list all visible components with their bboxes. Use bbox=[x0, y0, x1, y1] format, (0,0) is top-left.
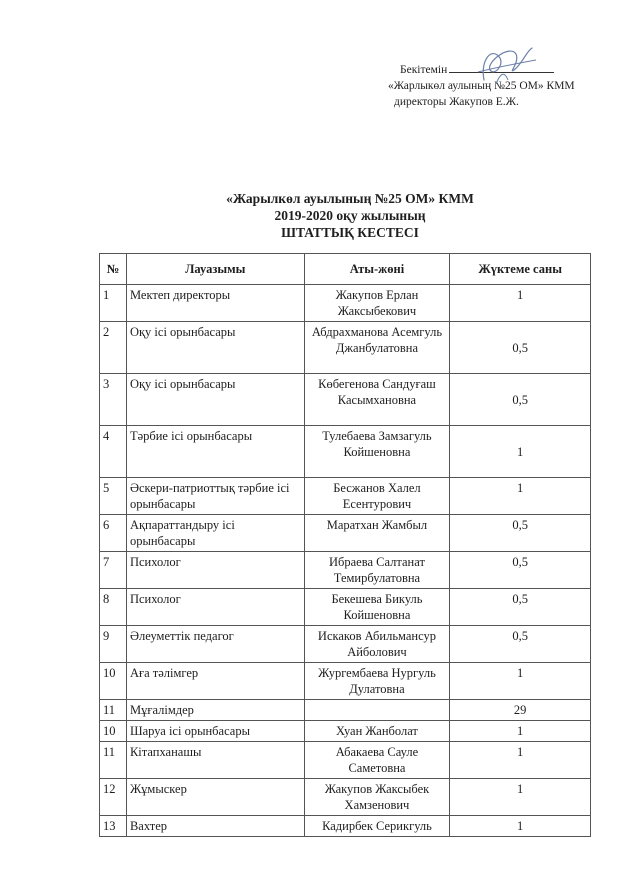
row-load: 1 bbox=[450, 779, 591, 816]
row-number: 4 bbox=[100, 426, 127, 478]
document-title bbox=[0, 190, 640, 241]
table-row bbox=[100, 816, 591, 837]
row-name: Тулебаева Замзагуль Койшеновна bbox=[304, 426, 450, 478]
table-row bbox=[100, 742, 591, 779]
row-name: Хуан Жанболат bbox=[304, 721, 450, 742]
row-load: 1 bbox=[450, 663, 591, 700]
approval-label: Бекітемін bbox=[400, 64, 448, 76]
title-line-2: 2019-2020 оқу жылының bbox=[274, 208, 426, 223]
header-position: Лауазымы bbox=[126, 254, 304, 285]
header-name: Аты-жөні bbox=[304, 254, 450, 285]
table-row bbox=[100, 663, 591, 700]
row-number: 10 bbox=[100, 721, 127, 742]
row-number: 12 bbox=[100, 779, 127, 816]
row-number: 1 bbox=[100, 285, 127, 322]
title-line-1: «Жарылкөл ауылының №25 ОМ» КММ bbox=[226, 191, 474, 206]
row-load: 1 bbox=[450, 478, 591, 515]
row-position: Шаруа ісі орынбасары bbox=[126, 721, 304, 742]
table-row bbox=[100, 721, 591, 742]
approval-director: директоры Жакупов Е.Ж. bbox=[394, 96, 519, 108]
row-load: 0,5 bbox=[450, 552, 591, 589]
table-row bbox=[100, 426, 591, 478]
row-name: Абакаева Сауле Саметовна bbox=[304, 742, 450, 779]
row-position: Мектеп директоры bbox=[126, 285, 304, 322]
table-row bbox=[100, 515, 591, 552]
row-name: Ибраева Салтанат Темирбулатовна bbox=[304, 552, 450, 589]
row-name: Бекешева Бикуль Койшеновна bbox=[304, 589, 450, 626]
row-position: Оқу ісі орынбасары bbox=[126, 374, 304, 426]
row-name: Искаков Абильмансур Айболович bbox=[304, 626, 450, 663]
row-position: Психолог bbox=[126, 552, 304, 589]
row-number: 13 bbox=[100, 816, 127, 837]
table-row bbox=[100, 779, 591, 816]
row-name: Көбегенова Сандуғаш Касымхановна bbox=[304, 374, 450, 426]
row-number: 11 bbox=[100, 742, 127, 779]
row-load: 0,5 bbox=[450, 374, 591, 426]
table-row bbox=[100, 589, 591, 626]
row-number: 5 bbox=[100, 478, 127, 515]
handwritten-signature bbox=[470, 40, 540, 90]
row-position: Әскери-патриоттық тәрбие ісі орынбасары bbox=[126, 478, 304, 515]
row-load: 1 bbox=[450, 721, 591, 742]
title-line-3: ШТАТТЫҚ КЕСТЕСІ bbox=[281, 225, 419, 240]
row-name: Жургембаева Нургуль Дулатовна bbox=[304, 663, 450, 700]
table-row bbox=[100, 478, 591, 515]
row-number: 3 bbox=[100, 374, 127, 426]
row-position: Жұмыскер bbox=[126, 779, 304, 816]
row-name bbox=[304, 700, 450, 721]
row-name: Кадирбек Серикгуль bbox=[304, 816, 450, 837]
staffing-table bbox=[99, 253, 591, 837]
row-position: Тәрбие ісі орынбасары bbox=[126, 426, 304, 478]
row-name: Бесжанов Халел Есентурович bbox=[304, 478, 450, 515]
row-position: Кітапханашы bbox=[126, 742, 304, 779]
row-load: 29 bbox=[450, 700, 591, 721]
row-position: Вахтер bbox=[126, 816, 304, 837]
row-number: 10 bbox=[100, 663, 127, 700]
row-name: Абдрахманова Асемгуль Джанбулатовна bbox=[304, 322, 450, 374]
row-number: 8 bbox=[100, 589, 127, 626]
table-row bbox=[100, 700, 591, 721]
row-load: 0,5 bbox=[450, 322, 591, 374]
table-row bbox=[100, 285, 591, 322]
header-number: № bbox=[100, 254, 127, 285]
row-load: 0,5 bbox=[450, 626, 591, 663]
row-number: 9 bbox=[100, 626, 127, 663]
row-number: 7 bbox=[100, 552, 127, 589]
row-load: 1 bbox=[450, 426, 591, 478]
row-position: Аға тәлімгер bbox=[126, 663, 304, 700]
row-name: Маратхан Жамбыл bbox=[304, 515, 450, 552]
row-position: Оқу ісі орынбасары bbox=[126, 322, 304, 374]
row-position: Ақпараттандыру ісі орынбасары bbox=[126, 515, 304, 552]
row-position: Психолог bbox=[126, 589, 304, 626]
row-number: 11 bbox=[100, 700, 127, 721]
table-row bbox=[100, 322, 591, 374]
table-row bbox=[100, 552, 591, 589]
row-name: Жакупов Жаксыбек Хамзенович bbox=[304, 779, 450, 816]
row-load: 0,5 bbox=[450, 515, 591, 552]
row-load: 1 bbox=[450, 285, 591, 322]
approval-organization: «Жарлыкөл аулының №25 ОМ» КММ bbox=[388, 80, 575, 92]
table-row bbox=[100, 626, 591, 663]
row-load: 0,5 bbox=[450, 589, 591, 626]
row-number: 2 bbox=[100, 322, 127, 374]
row-load: 1 bbox=[450, 816, 591, 837]
row-name: Жакупов Ерлан Жаксыбекович bbox=[304, 285, 450, 322]
table-row bbox=[100, 374, 591, 426]
row-number: 6 bbox=[100, 515, 127, 552]
table-header-row bbox=[100, 254, 591, 285]
row-load: 1 bbox=[450, 742, 591, 779]
row-position: Мұғалімдер bbox=[126, 700, 304, 721]
row-position: Әлеуметтік педагог bbox=[126, 626, 304, 663]
header-load: Жүктеме саны bbox=[450, 254, 591, 285]
